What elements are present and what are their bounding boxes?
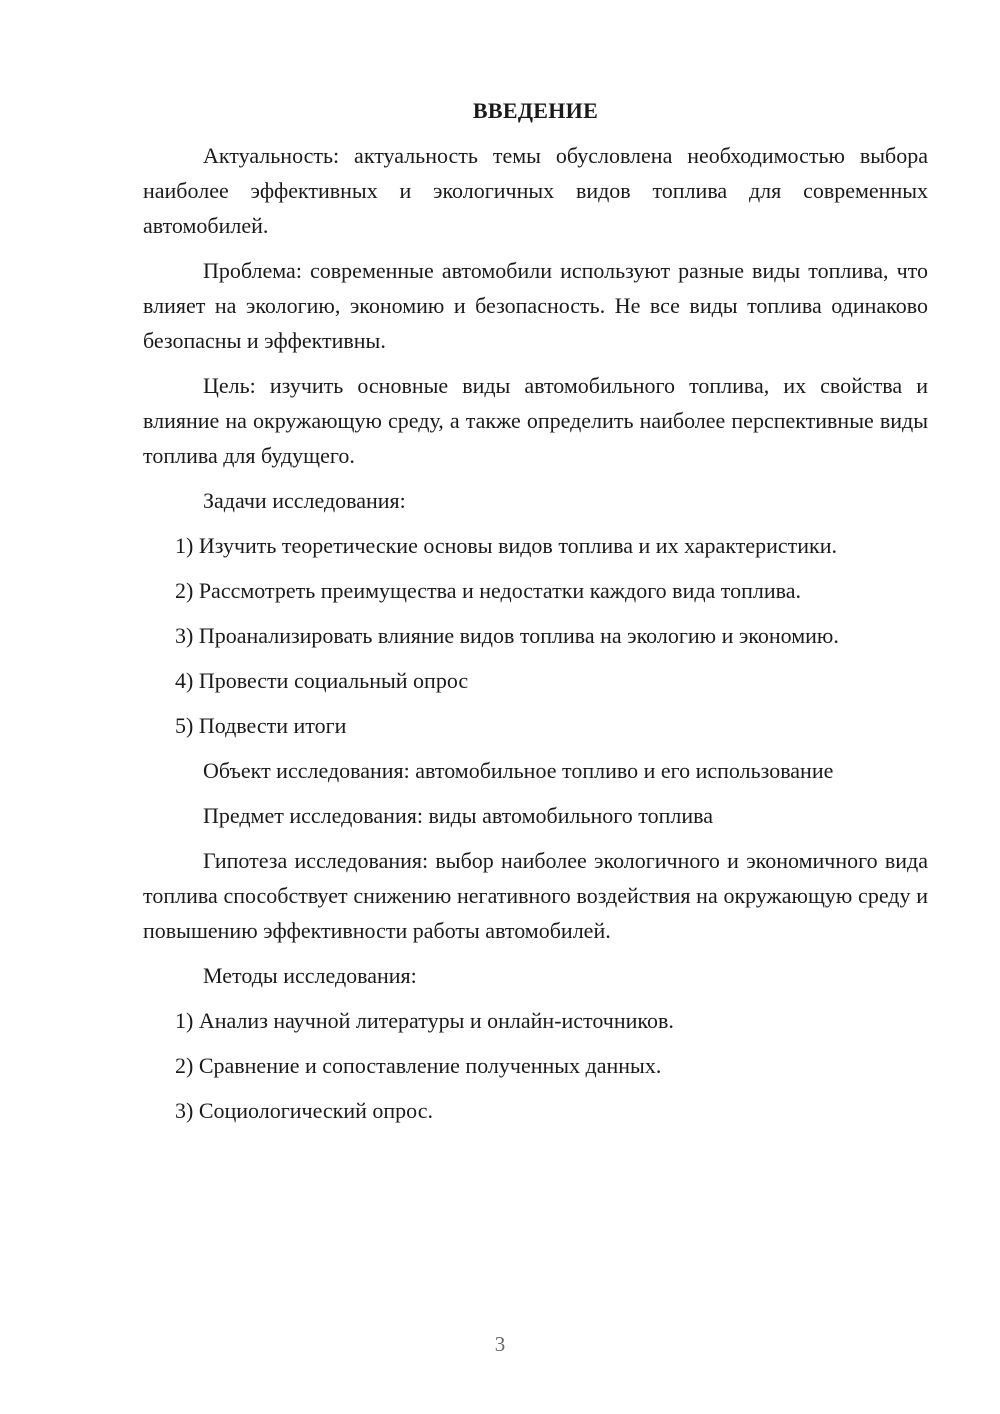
task-item: 4) Провести социальный опрос	[175, 668, 469, 693]
goal-paragraph: Цель: изучить основные виды автомобильного топлива, их свойства и влияние на окружающую среду, а также определить наиболее перспективные виды топлива для будущего.	[143, 373, 928, 468]
problem-paragraph: Проблема: современные автомобили используют разные виды топлива, что влияет на экологию, экономию и безопасность. Не все виды топлива одинаково безопасны и эффективны.	[143, 258, 928, 353]
section-title: ВВЕДЕНИЕ	[472, 98, 599, 123]
task-item: 1) Изучить теоретические основы видов топлива и их характеристики.	[175, 533, 837, 558]
methods-heading: Методы исследования:	[203, 963, 417, 988]
method-item: 3) Социологический опрос.	[175, 1098, 433, 1123]
tasks-heading: Задачи исследования:	[203, 488, 406, 513]
method-item: 2) Сравнение и сопоставление полученных данных.	[175, 1053, 662, 1078]
relevance-paragraph: Актуальность: актуальность темы обусловлена необходимостью выбора наиболее эффективных и экологичных видов топлива для современных автомобилей.	[143, 143, 928, 238]
page-number: 3	[494, 1332, 506, 1356]
hypothesis-paragraph: Гипотеза исследования: выбор наиболее экологичного и экономичного вида топлива способствует снижению негативного воздействия на окружающую среду и повышению эффективности работы автомобилей.	[143, 848, 928, 943]
document-body	[143, 93, 928, 1138]
task-item: 3) Проанализировать влияние видов топлива на экологию и экономию.	[175, 623, 839, 648]
method-item: 1) Анализ научной литературы и онлайн-источников.	[175, 1008, 674, 1033]
subject-paragraph: Предмет исследования: виды автомобильного топлива	[203, 803, 713, 828]
object-paragraph: Объект исследования: автомобильное топливо и его использование	[203, 758, 834, 783]
task-item: 2) Рассмотреть преимущества и недостатки каждого вида топлива.	[175, 578, 802, 603]
task-item: 5) Подвести итоги	[175, 713, 347, 738]
